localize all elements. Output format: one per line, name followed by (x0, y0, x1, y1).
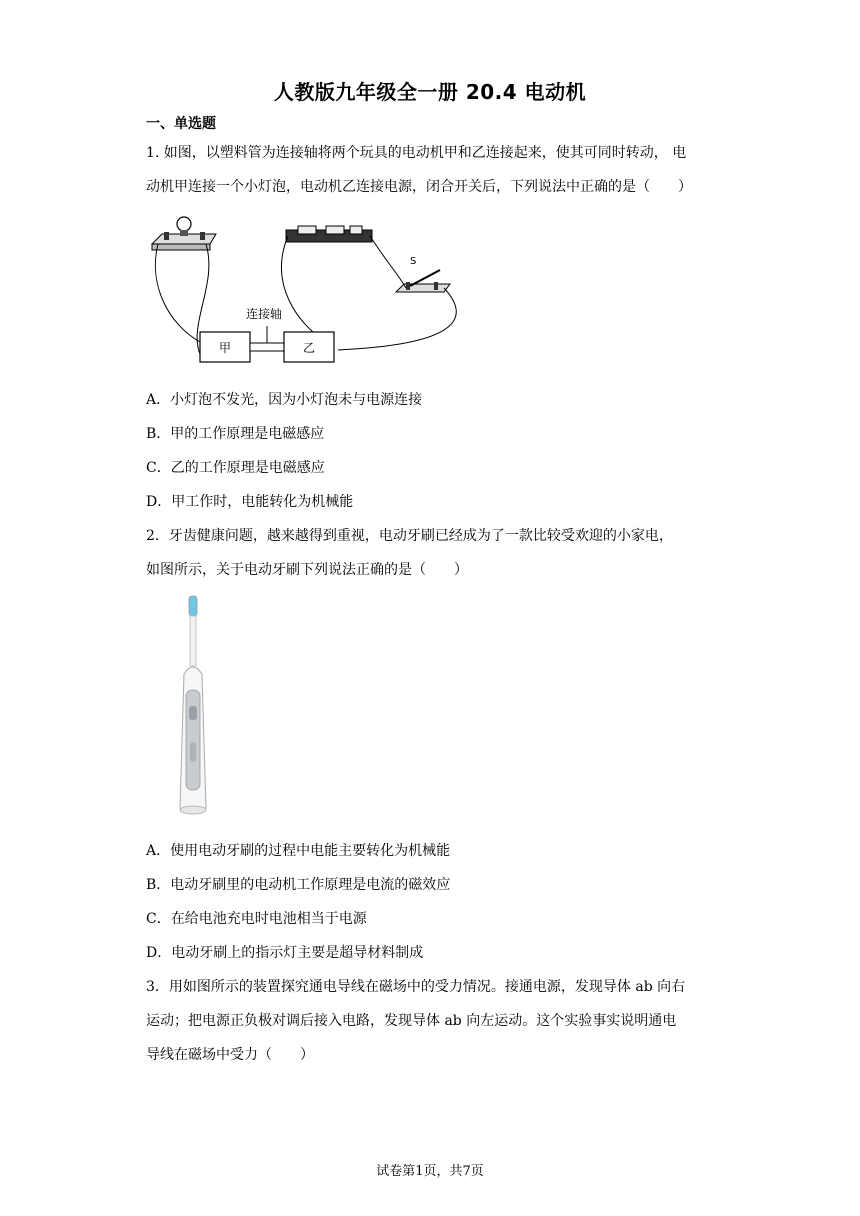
question-3-line-3: 导线在磁场中受力（ ） (146, 1047, 314, 1063)
switch-label: S (410, 256, 417, 267)
question-1-option-b: B．甲的工作原理是电磁感应 (146, 426, 325, 442)
brush-head-icon (189, 596, 197, 616)
question-2-option-d: D．电动牙刷上的指示灯主要是超导材料制成 (146, 945, 424, 961)
question-1-line-1: 1. 如图，以塑料管为连接轴将两个玩具的电动机甲和乙连接起来，使其可同时转动， 电 (146, 145, 687, 161)
question-2-line-1: 2．牙齿健康问题，越来越得到重视，电动牙刷已经成为了一款比较受欢迎的小家电， (146, 528, 673, 544)
question-2-option-b: B．电动牙刷里的电动机工作原理是电流的磁效应 (146, 877, 451, 893)
question-2-option-c: C．在给电池充电时电池相当于电源 (146, 911, 367, 927)
motor-yi-label: 乙 (303, 341, 316, 355)
bulb-icon (177, 217, 191, 231)
section-heading: 一、单选题 (146, 116, 216, 132)
toothbrush-figure (172, 594, 216, 824)
question-1-option-d: D．甲工作时，电能转化为机械能 (146, 494, 354, 510)
question-1-option-c: C．乙的工作原理是电磁感应 (146, 460, 325, 476)
question-1-option-a: A．小灯泡不发光，因为小灯泡未与电源连接 (146, 392, 423, 408)
shaft-label: 连接轴 (246, 307, 283, 321)
power-button-icon (189, 706, 197, 720)
question-2-line-2: 如图所示，关于电动牙刷下列说法正确的是（ ） (146, 562, 468, 578)
page-title: 人教版九年级全一册 20.4 电动机 (273, 80, 587, 104)
question-3-line-1: 3．用如图所示的装置探究通电导线在磁场中的受力情况。接通电源，发现导体 ab 向右 (146, 979, 686, 995)
page-footer: 试卷第1页，共7页 (376, 1164, 484, 1179)
motor-circuit-figure (148, 214, 478, 378)
question-3-line-2: 运动；把电源正负极对调后接入电路，发现导体 ab 向左运动。这个实验事实说明通电 (146, 1013, 677, 1029)
question-1-line-2: 动机甲连接一个小灯泡，电动机乙连接电源，闭合开关后，下列说法中正确的是（ ） (146, 179, 692, 195)
motor-jia-label: 甲 (219, 341, 232, 355)
connecting-shaft (250, 343, 284, 351)
question-2-option-a: A．使用电动牙刷的过程中电能主要转化为机械能 (146, 843, 451, 859)
